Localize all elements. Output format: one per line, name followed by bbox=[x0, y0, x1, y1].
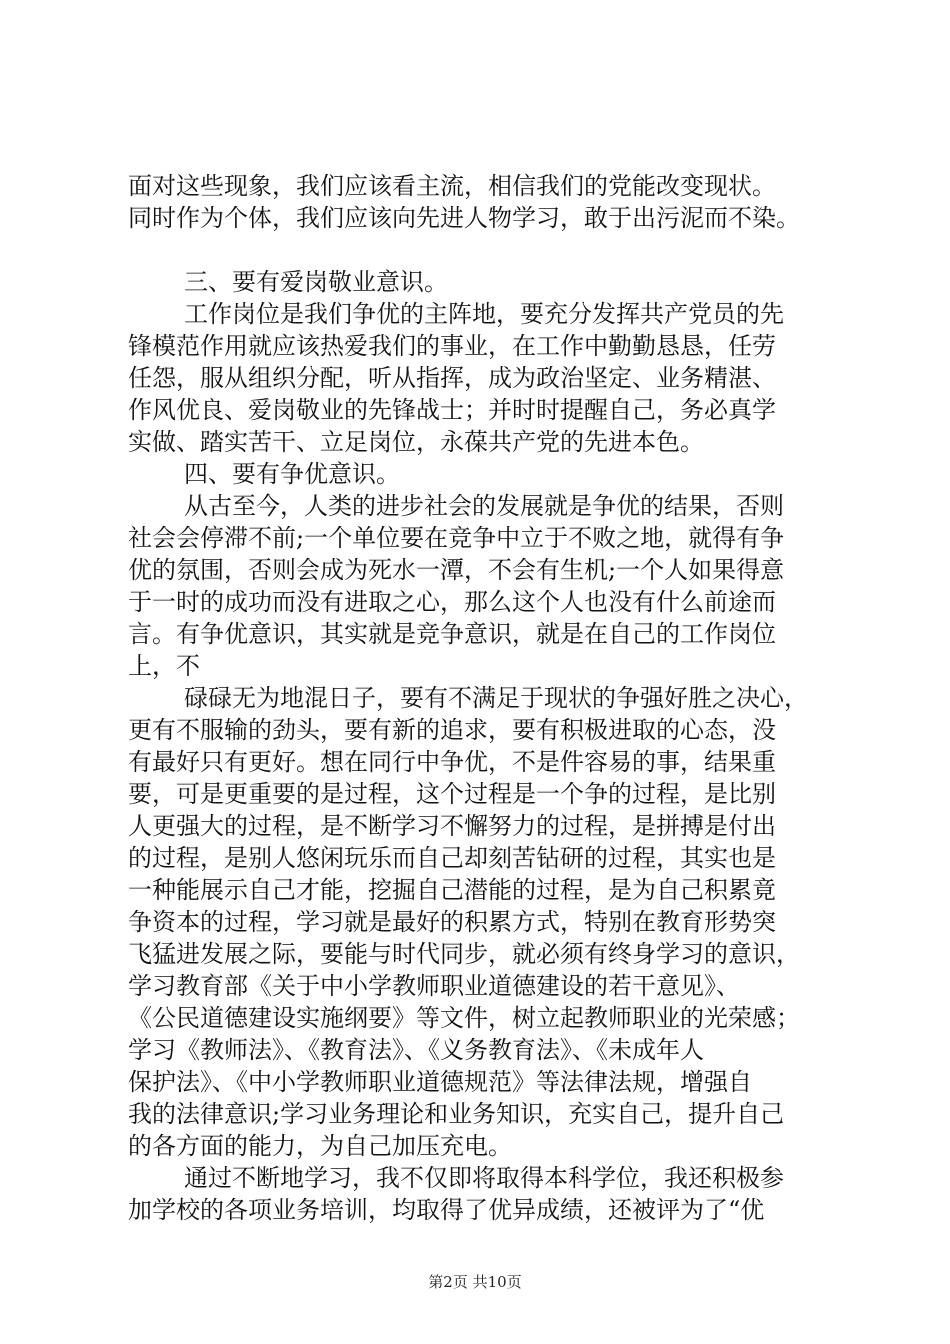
text-line: 任怨，服从组织分配，听从指挥，成为政治坚定、业务精湛、 bbox=[128, 364, 776, 392]
text-line: 于一时的成功而没有进取之心，那么这个人也没有什么前途而 bbox=[128, 588, 776, 616]
text-line: 学习《教师法》、《教育法》、《义务教育法》、《未成年人 bbox=[128, 1036, 704, 1064]
text-line: 锋模范作用就应该热爱我们的事业，在工作中勤勤恳恳，任劳 bbox=[128, 332, 776, 360]
text-line: 争资本的过程，学习就是最好的积累方式，特别在教育形势突 bbox=[128, 908, 776, 936]
text-line: 优的氛围，否则会成为死水一潭，不会有生机;一个人如果得意 bbox=[128, 556, 785, 584]
text-line: 工作岗位是我们争优的主阵地，要充分发挥共产党员的先 bbox=[184, 300, 784, 328]
text-line: 我的法律意识;学习业务理论和业务知识，充实自己，提升自己 bbox=[128, 1100, 785, 1128]
text-line: 有最好只有更好。想在同行中争优，不是件容易的事，结果重 bbox=[128, 748, 776, 776]
text-line: 飞猛进发展之际，要能与时代同步，就必须有终身学习的意识， bbox=[128, 940, 800, 968]
paragraph-1 bbox=[128, 170, 840, 234]
text-line: 言。有争优意识，其实就是竞争意识，就是在自己的工作岗位 bbox=[128, 620, 776, 648]
text-line: 要，可是更重要的是过程，这个过程是一个争的过程，是比别 bbox=[128, 780, 776, 808]
text-line: 作风优良、爱岗敬业的先锋战士；并时时提醒自己，务必真学 bbox=[128, 396, 776, 424]
section-heading-three bbox=[128, 266, 840, 298]
text-line: 面对这些现象，我们应该看主流，相信我们的党能改变现状。 bbox=[128, 172, 776, 200]
text-line: 更有不服输的劲头，要有新的追求，要有积极进取的心态，没 bbox=[128, 716, 776, 744]
text-line: 从古至今，人类的进步社会的发展就是争优的结果，否则 bbox=[184, 492, 784, 520]
paragraph-6 bbox=[128, 682, 840, 1162]
text-line: 的过程，是别人悠闲玩乐而自己却刻苦钻研的过程，其实也是 bbox=[128, 844, 776, 872]
text-line: 人更强大的过程，是不断学习不懈努力的过程，是拼搏是付出 bbox=[128, 812, 776, 840]
text-line: 一种能展示自己才能，挖掘自己潜能的过程，是为自己积累竟 bbox=[128, 876, 776, 904]
heading-line: 三、要有爱岗敬业意识。 bbox=[184, 268, 448, 296]
paragraph-5 bbox=[128, 490, 840, 682]
paragraph-7 bbox=[128, 1162, 840, 1226]
section-heading-four bbox=[128, 458, 840, 490]
text-line: 的各方面的能力，为自己加压充电。 bbox=[128, 1132, 512, 1160]
page-footer bbox=[0, 1272, 950, 1292]
text-line: 社会会停滞不前;一个单位要在竞争中立于不败之地，就得有争 bbox=[128, 524, 785, 552]
text-line: 保护法》、《中小学教师职业道德规范》等法律法规，增强自 bbox=[128, 1068, 752, 1096]
document-body bbox=[128, 170, 840, 1226]
text-line: 上，不 bbox=[128, 652, 200, 680]
text-line: 加学校的各项业务培训，均取得了优异成绩，还被评为了“优 bbox=[128, 1196, 765, 1224]
paragraph-3 bbox=[128, 298, 840, 458]
text-line: 通过不断地学习，我不仅即将取得本科学位，我还积极参 bbox=[184, 1164, 784, 1192]
text-line: 实做、踏实苦干、立足岗位，永葆共产党的先进本色。 bbox=[128, 428, 704, 456]
page-number-label: 第2页 共10页 bbox=[428, 1273, 522, 1291]
paragraph-gap bbox=[128, 234, 840, 266]
heading-line: 四、要有争优意识。 bbox=[184, 460, 400, 488]
text-line: 《公民道德建设实施纲要》等文件，树立起教师职业的光荣感； bbox=[128, 1004, 800, 1032]
text-line: 同时作为个体，我们应该向先进人物学习，敢于出污泥而不染。 bbox=[128, 204, 800, 232]
text-line: 学习教育部《关于中小学教师职业道德建设的若干意见》、 bbox=[128, 972, 740, 1000]
text-line: 碌碌无为地混日子，要有不满足于现状的争强好胜之决心， bbox=[184, 684, 808, 712]
